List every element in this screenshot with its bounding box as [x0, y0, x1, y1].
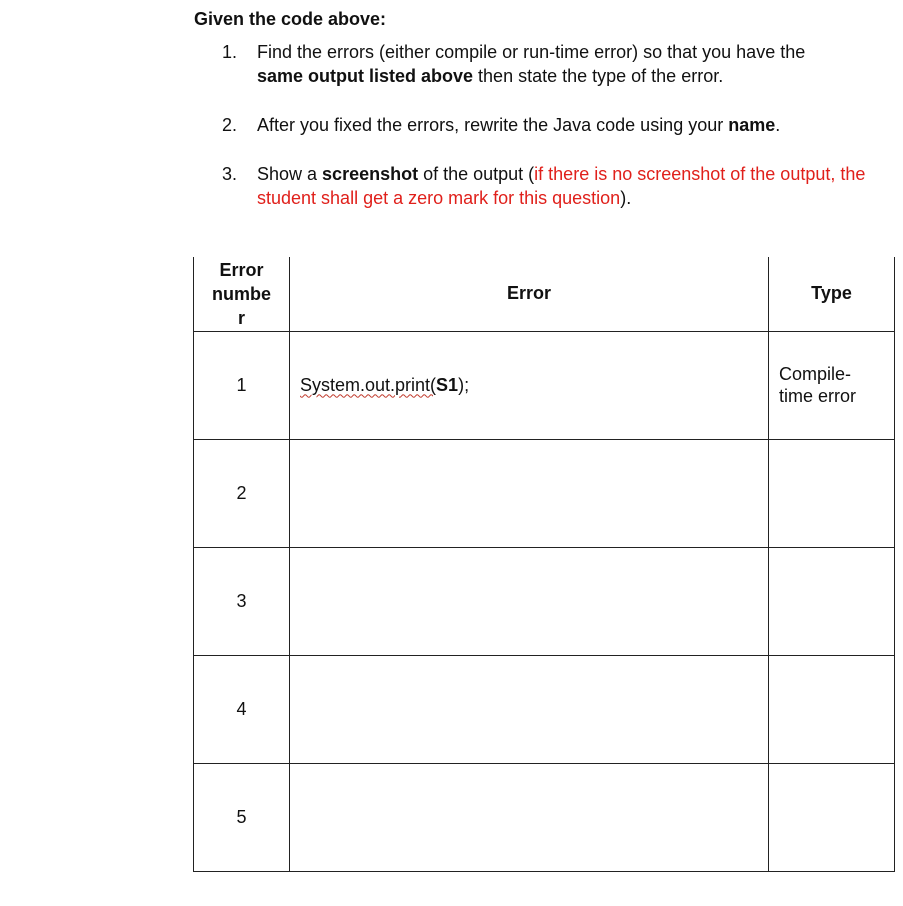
- table-row: [194, 331, 895, 439]
- item-number: 2.: [222, 115, 238, 135]
- table-row: [194, 439, 895, 547]
- item-text: Find the errors (either compile or run-time error) so that you have the: [257, 42, 806, 62]
- error-number-cell: 2: [194, 439, 290, 547]
- error-number-cell: 4: [194, 655, 290, 763]
- item-text: then state the type of the error.: [473, 66, 724, 86]
- error-code-cell[interactable]: [290, 439, 769, 547]
- error-type-cell[interactable]: Compile- time error: [769, 331, 895, 439]
- table-row: [194, 763, 895, 871]
- table-row: [194, 547, 895, 655]
- column-header-error: Error: [290, 257, 769, 331]
- error-code-cell[interactable]: [290, 547, 769, 655]
- column-header-error-number: Error numbe r: [194, 257, 290, 331]
- error-table: [193, 257, 895, 872]
- error-number-cell: 1: [194, 331, 290, 439]
- error-type-cell[interactable]: [769, 655, 895, 763]
- column-header-type: Type: [769, 257, 895, 331]
- item-number: 1.: [222, 42, 238, 62]
- item-text: After you fixed the errors, rewrite the Java code using your: [257, 115, 729, 135]
- error-type-cell[interactable]: [769, 439, 895, 547]
- code-text-end: );: [458, 374, 470, 395]
- error-number-cell: 3: [194, 547, 290, 655]
- code-bold-text: S1: [436, 374, 459, 395]
- instruction-item-3: [222, 162, 902, 210]
- warning-text: if there is no screenshot of the output, the student shall get a zero mark for this question: [257, 164, 866, 208]
- item-bold-text: same output listed above: [257, 66, 474, 86]
- item-text: of the output (: [418, 164, 535, 184]
- instruction-item-1: [222, 40, 902, 88]
- page-heading: Given the code above:: [194, 9, 387, 29]
- error-type-cell[interactable]: [769, 547, 895, 655]
- error-code-cell[interactable]: [290, 331, 769, 439]
- item-bold-text: name: [728, 115, 776, 135]
- error-code-cell[interactable]: [290, 763, 769, 871]
- table-header-row: [194, 257, 895, 331]
- item-bold-text: screenshot: [322, 164, 419, 184]
- item-text: Show a: [257, 164, 323, 184]
- item-number: 3.: [222, 164, 238, 184]
- item-text: .: [775, 115, 781, 135]
- instruction-list: [222, 40, 902, 210]
- error-number-cell: 5: [194, 763, 290, 871]
- error-code-cell[interactable]: [290, 655, 769, 763]
- instruction-item-2: [222, 113, 902, 137]
- table-row: [194, 655, 895, 763]
- item-text: ).: [620, 188, 632, 208]
- code-text: System.out.print(: [300, 374, 437, 395]
- error-type-cell[interactable]: [769, 763, 895, 871]
